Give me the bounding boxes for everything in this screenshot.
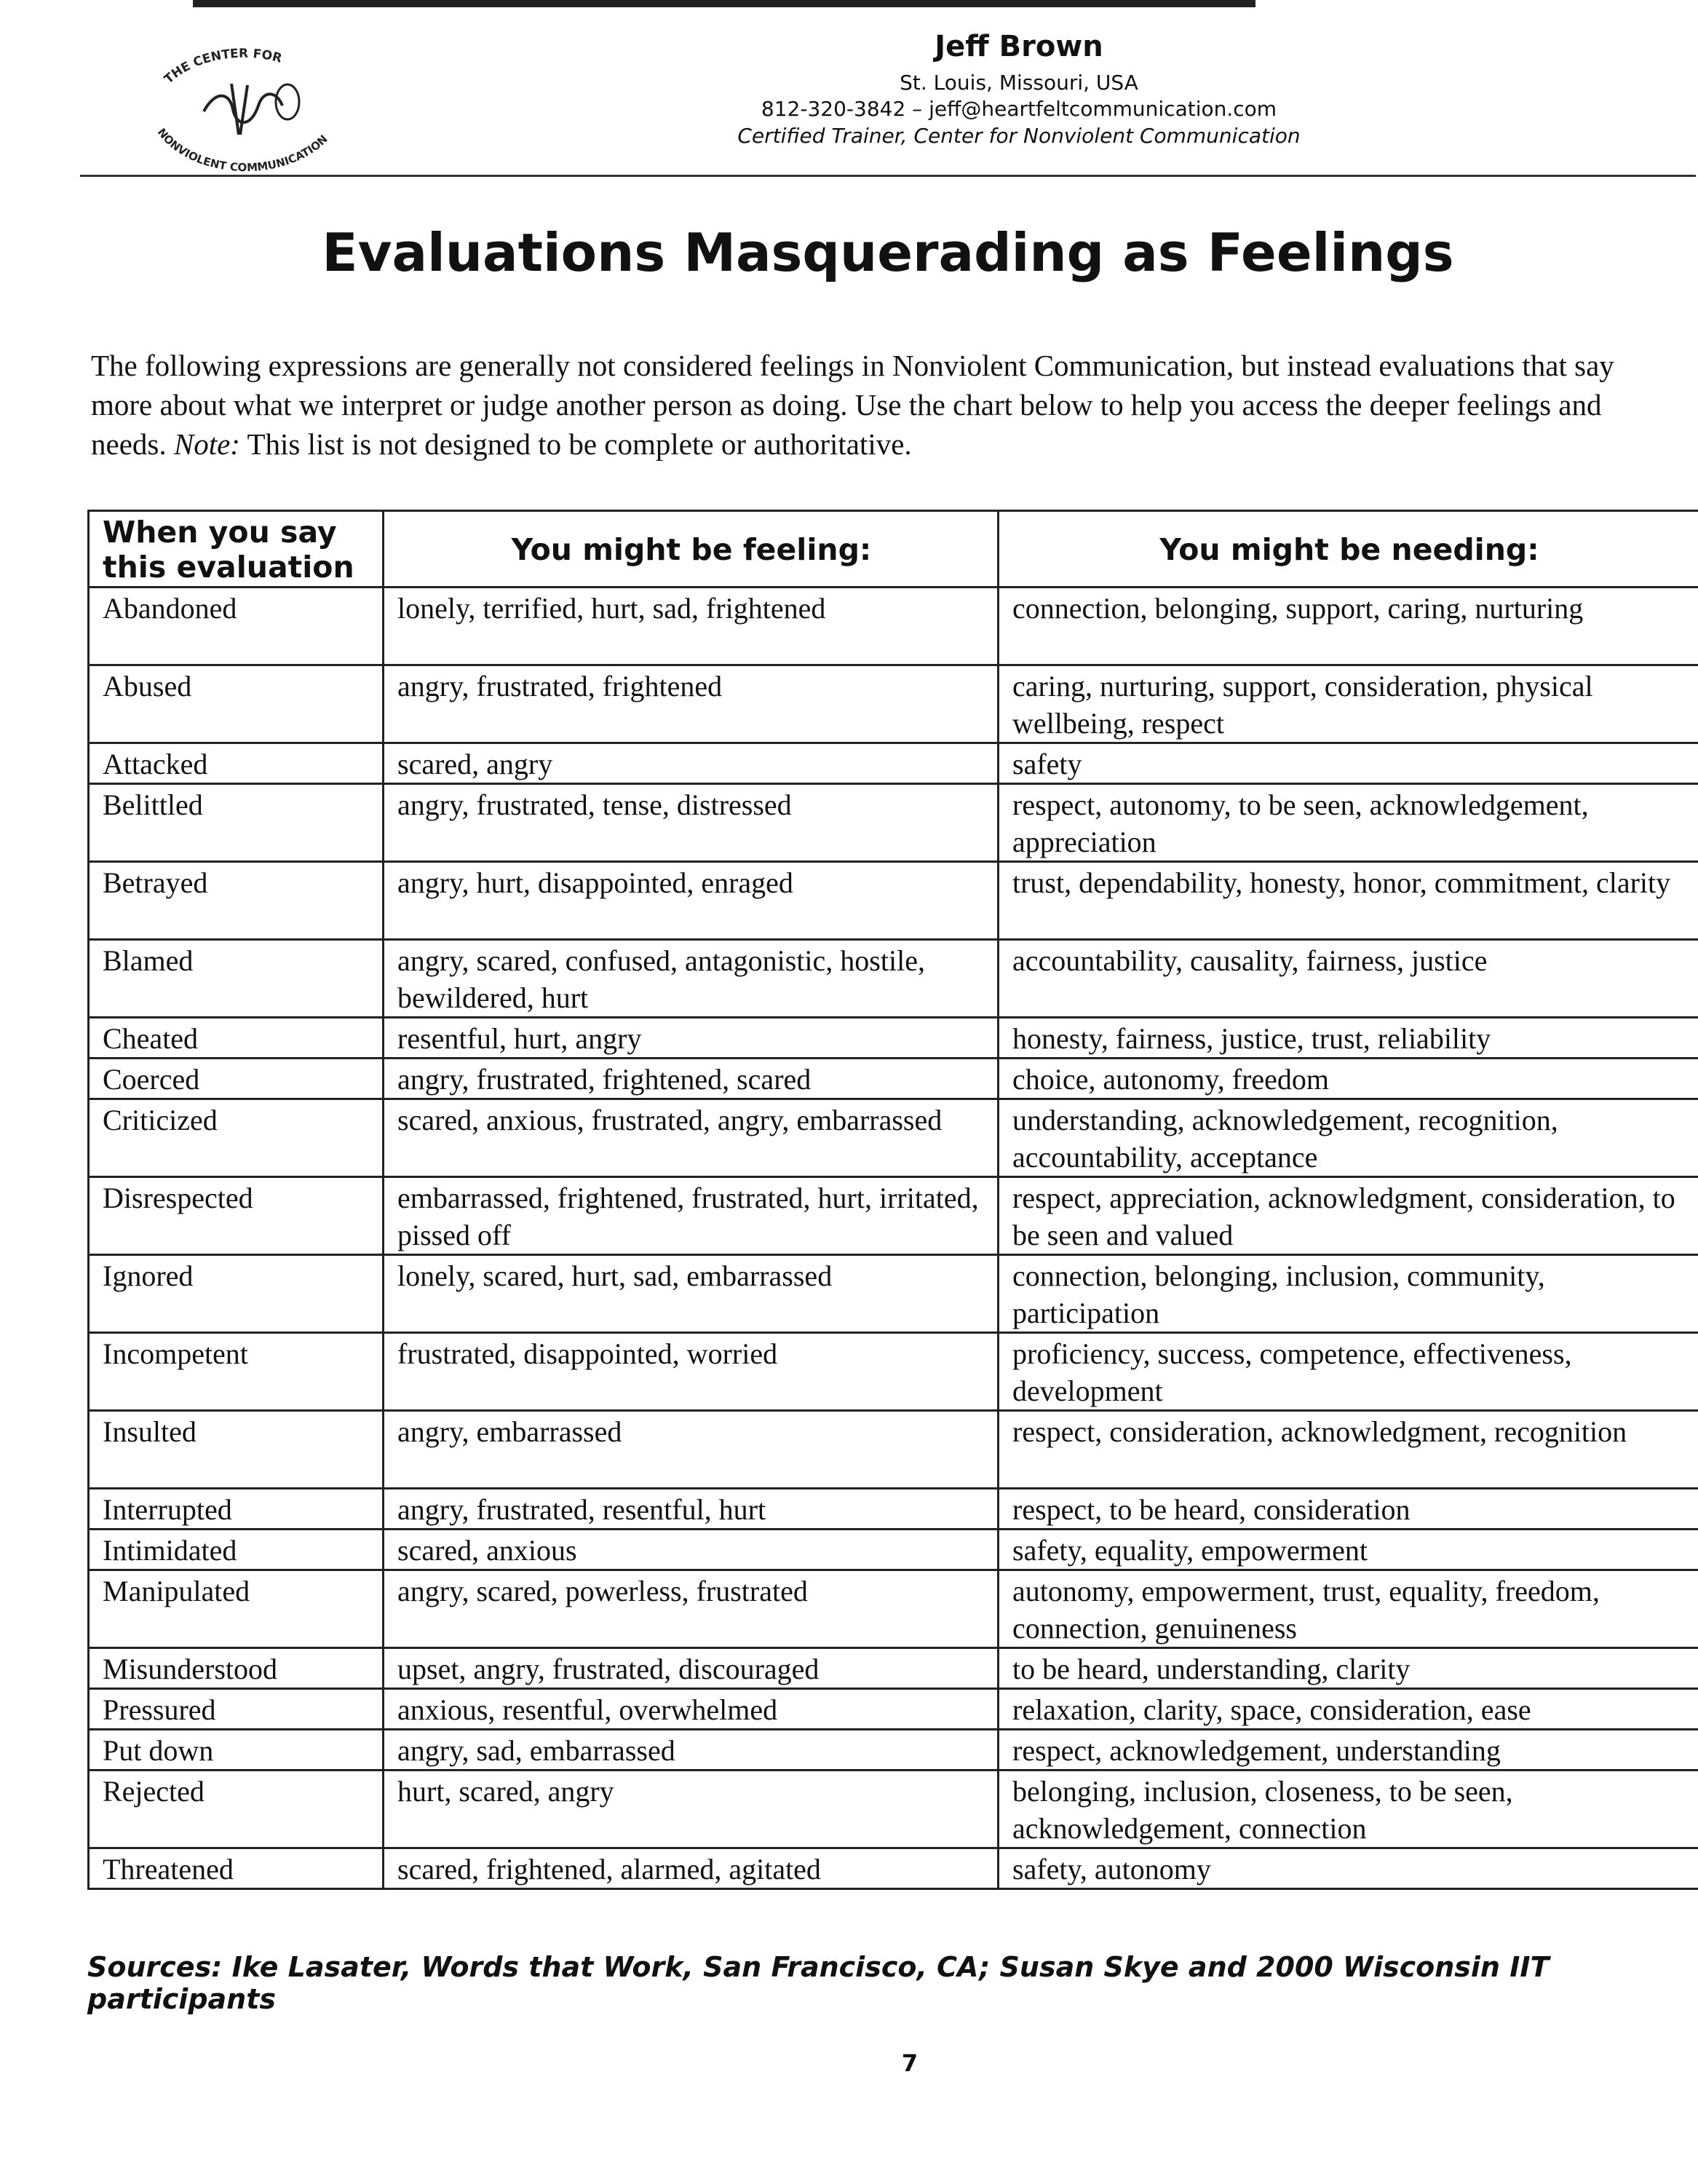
- evaluation-cell: Threatened: [89, 1848, 384, 1889]
- needing-cell: respect, appreciation, acknowledgment, consideration, to be seen and valued: [999, 1177, 1698, 1255]
- feeling-cell: scared, anxious: [384, 1530, 999, 1570]
- evaluation-cell: Attacked: [89, 743, 384, 784]
- evaluation-cell: Rejected: [89, 1770, 384, 1848]
- intro-note-text: This list is not designed to be complete or authoritative.: [247, 427, 912, 461]
- feeling-cell: angry, scared, confused, antagonistic, hostile, bewildered, hurt: [384, 940, 999, 1018]
- needing-cell: safety, equality, empowerment: [999, 1530, 1698, 1570]
- table-row: [89, 1848, 1698, 1889]
- intro-paragraph: [91, 346, 1678, 464]
- needing-cell: respect, acknowledgement, understanding: [999, 1730, 1698, 1770]
- evaluation-cell: Pressured: [89, 1689, 384, 1730]
- feeling-cell: angry, hurt, disappointed, enraged: [384, 862, 999, 940]
- table-row: [89, 1177, 1698, 1255]
- needing-cell: choice, autonomy, freedom: [999, 1059, 1698, 1099]
- needing-cell: connection, belonging, inclusion, community, participation: [999, 1255, 1698, 1333]
- svg-text:NONVIOLENT COMMUNICATION: NONVIOLENT COMMUNICATION: [154, 125, 330, 175]
- intro-text: The following expressions are generally not considered feelings in Nonviolent Communication, but instead evaluations that say more about what we interpret or judge another person as doing. Use the chart below to help you access the deeper feelings and needs.: [91, 349, 1614, 461]
- feeling-cell: angry, embarrassed: [384, 1411, 999, 1489]
- table-row: [89, 1411, 1698, 1489]
- feeling-cell: frustrated, disappointed, worried: [384, 1333, 999, 1411]
- table-row: [89, 1099, 1698, 1177]
- trainer-contact: 812-320-3842 – jeff@heartfeltcommunication.com: [761, 97, 1277, 122]
- table-row: [89, 1530, 1698, 1570]
- evaluation-cell: Cheated: [89, 1018, 384, 1059]
- header-divider: [80, 175, 1696, 177]
- table-row: [89, 743, 1698, 784]
- feeling-cell: resentful, hurt, angry: [384, 1018, 999, 1059]
- table-row: [89, 1689, 1698, 1730]
- cnvc-seal-logo: [124, 33, 357, 178]
- feeling-cell: anxious, resentful, overwhelmed: [384, 1689, 999, 1730]
- evaluation-cell: Insulted: [89, 1411, 384, 1489]
- evaluations-table: [87, 510, 1698, 1890]
- page-number: 7: [901, 2049, 919, 2077]
- evaluation-cell: Put down: [89, 1730, 384, 1770]
- needing-cell: to be heard, understanding, clarity: [999, 1648, 1698, 1689]
- feeling-cell: angry, frustrated, tense, distressed: [384, 784, 999, 862]
- table-row: [89, 1770, 1698, 1848]
- feeling-cell: angry, sad, embarrassed: [384, 1730, 999, 1770]
- feeling-cell: lonely, scared, hurt, sad, embarrassed: [384, 1255, 999, 1333]
- evaluation-cell: Abandoned: [89, 587, 384, 665]
- needing-cell: respect, consideration, acknowledgment, recognition: [999, 1411, 1698, 1489]
- table-row: [89, 1333, 1698, 1411]
- scan-edge-bar: [193, 0, 1255, 7]
- needing-cell: trust, dependability, honesty, honor, commitment, clarity: [999, 862, 1698, 940]
- evaluation-cell: Ignored: [89, 1255, 384, 1333]
- feeling-cell: scared, frightened, alarmed, agitated: [384, 1848, 999, 1889]
- trainer-name: Jeff Brown: [935, 30, 1103, 63]
- feeling-cell: angry, frustrated, resentful, hurt: [384, 1489, 999, 1530]
- page-title: Evaluations Masquerading as Feelings: [322, 222, 1454, 283]
- feeling-cell: lonely, terrified, hurt, sad, frightened: [384, 587, 999, 665]
- feeling-cell: embarrassed, frightened, frustrated, hurt, irritated, pissed off: [384, 1177, 999, 1255]
- contact-block: [640, 28, 1397, 149]
- needing-cell: honesty, fairness, justice, trust, reliability: [999, 1018, 1698, 1059]
- evaluation-cell: Blamed: [89, 940, 384, 1018]
- feeling-cell: angry, frustrated, frightened: [384, 665, 999, 743]
- table-row: [89, 1018, 1698, 1059]
- table-row: [89, 1648, 1698, 1689]
- table-row: [89, 665, 1698, 743]
- evaluation-cell: Coerced: [89, 1059, 384, 1099]
- needing-cell: accountability, causality, fairness, justice: [999, 940, 1698, 1018]
- needing-cell: proficiency, success, competence, effectiveness, development: [999, 1333, 1698, 1411]
- feeling-cell: angry, frustrated, frightened, scared: [384, 1059, 999, 1099]
- trainer-location: St. Louis, Missouri, USA: [900, 71, 1138, 95]
- needing-cell: belonging, inclusion, closeness, to be seen, acknowledgement, connection: [999, 1770, 1698, 1848]
- needing-cell: respect, autonomy, to be seen, acknowledgement, appreciation: [999, 784, 1698, 862]
- cnvc-seal-icon: [124, 33, 357, 178]
- table-row: [89, 1570, 1698, 1648]
- feeling-cell: scared, angry: [384, 743, 999, 784]
- table-row: [89, 1059, 1698, 1099]
- needing-cell: relaxation, clarity, space, consideration, ease: [999, 1689, 1698, 1730]
- header-feeling: You might be feeling:: [384, 511, 999, 587]
- needing-cell: autonomy, empowerment, trust, equality, freedom, connection, genuineness: [999, 1570, 1698, 1648]
- evaluation-cell: Intimidated: [89, 1530, 384, 1570]
- feeling-cell: scared, anxious, frustrated, angry, embarrassed: [384, 1099, 999, 1177]
- intro-note-label: Note:: [173, 427, 240, 461]
- needing-cell: understanding, acknowledgement, recognition, accountability, acceptance: [999, 1099, 1698, 1177]
- table-header-row: [89, 511, 1698, 587]
- feeling-cell: angry, scared, powerless, frustrated: [384, 1570, 999, 1648]
- table-row: [89, 1255, 1698, 1333]
- table-row: [89, 1730, 1698, 1770]
- feeling-cell: upset, angry, frustrated, discouraged: [384, 1648, 999, 1689]
- trainer-certification: Certified Trainer, Center for Nonviolent Communication: [737, 123, 1301, 148]
- evaluation-cell: Misunderstood: [89, 1648, 384, 1689]
- header-evaluation: When you say this evaluation: [89, 511, 384, 587]
- svg-text:THE CENTER FOR: THE CENTER FOR: [161, 46, 284, 87]
- header-needing: You might be needing:: [999, 511, 1698, 587]
- needing-cell: caring, nurturing, support, consideration, physical wellbeing, respect: [999, 665, 1698, 743]
- table-row: [89, 784, 1698, 862]
- feeling-cell: hurt, scared, angry: [384, 1770, 999, 1848]
- table-row: [89, 587, 1698, 665]
- evaluation-cell: Interrupted: [89, 1489, 384, 1530]
- needing-cell: respect, to be heard, consideration: [999, 1489, 1698, 1530]
- sources-line: Sources: Ike Lasater, Words that Work, San Francisco, CA; Susan Skye and 2000 Wisconsin IIT participants: [87, 1951, 1550, 2015]
- evaluation-cell: Manipulated: [89, 1570, 384, 1648]
- evaluation-cell: Criticized: [89, 1099, 384, 1177]
- table-row: [89, 940, 1698, 1018]
- evaluation-cell: Disrespected: [89, 1177, 384, 1255]
- table-row: [89, 1489, 1698, 1530]
- table-row: [89, 862, 1698, 940]
- needing-cell: connection, belonging, support, caring, nurturing: [999, 587, 1698, 665]
- needing-cell: safety, autonomy: [999, 1848, 1698, 1889]
- evaluation-cell: Belittled: [89, 784, 384, 862]
- evaluation-cell: Incompetent: [89, 1333, 384, 1411]
- needing-cell: safety: [999, 743, 1698, 784]
- evaluation-cell: Abused: [89, 665, 384, 743]
- evaluation-cell: Betrayed: [89, 862, 384, 940]
